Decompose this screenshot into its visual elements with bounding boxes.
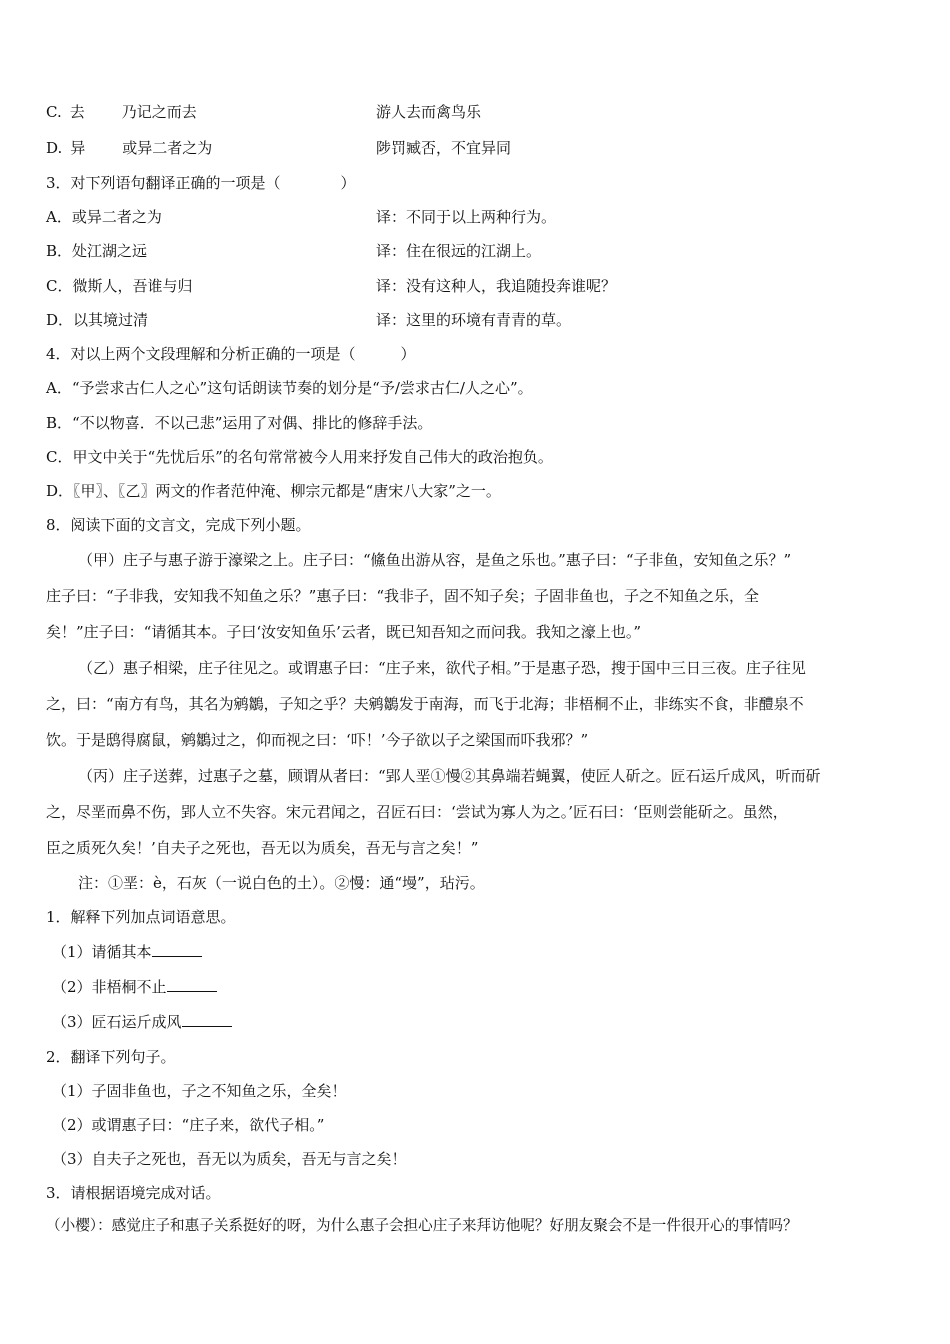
- q3-option-d-trans: 译：这里的环境有青青的草。: [376, 311, 572, 329]
- sub2-item-3: （3）自夫子之死也，吾无以为质矣，吾无与言之矣！: [52, 1150, 407, 1168]
- sub2-stem: 2．翻译下列句子。: [46, 1048, 176, 1066]
- q2-option-d-right: 陟罚臧否，不宜异同: [376, 139, 512, 157]
- sub1-item-3: （3）匠石运斤成风: [52, 1012, 232, 1032]
- passage-bing-line2: 之，尽垩而鼻不伤，郢人立不失容。宋元君闻之，召匠石曰：‘尝试为寡人为之。’匠石曰：‘臣则尝能斫之。虽然，: [46, 803, 788, 821]
- passage-yi-line2: 之，曰：“南方有鸟，其名为鹓鶵，子知之乎？夫鹓鶵发于南海，而飞于北海；非梧桐不止，非练实不食，非醴泉不: [46, 695, 804, 713]
- sub1-item-2: （2）非梧桐不止: [52, 977, 217, 997]
- sub3-stem: 3．请根据语境完成对话。: [46, 1184, 221, 1202]
- q3-option-b: B．处江湖之远: [46, 242, 148, 260]
- q4-option-c: C．甲文中关于“先忧后乐”的名句常常被今人用来抒发自己伟大的政治抱负。: [46, 448, 553, 466]
- sub2-item-1: （1）子固非鱼也，子之不知鱼之乐，全矣！: [52, 1082, 347, 1100]
- sub3-dialog: （小樱）：感觉庄子和惠子关系挺好的呀，为什么惠子会担心庄子来拜访他呢？好朋友聚会不是一件很开心的事情吗？: [46, 1217, 798, 1234]
- q8-stem: 8．阅读下面的文言文，完成下列小题。: [46, 516, 311, 534]
- passage-bing-line3: 臣之质死久矣！’自夫子之死也，吾无以为质矣，吾无与言之矣！”: [46, 839, 479, 857]
- passage-bing-line1: （丙）庄子送葬，过惠子之墓，顾谓从者曰：“郢人垩①慢②其鼻端若蝇翼，使匠人斫之。匠石运斤成风，听而斫: [78, 767, 821, 785]
- q3-option-b-trans: 译：住在很远的江湖上。: [376, 242, 542, 260]
- passage-jia-line1: （甲）庄子与惠子游于濠梁之上。庄子曰：“鯈鱼出游从容，是鱼之乐也。”惠子曰：“子非鱼，安知鱼之乐？”: [78, 551, 792, 569]
- q4-option-b: B．“不以物喜．不以己悲”运用了对偶、排比的修辞手法。: [46, 414, 433, 432]
- sub1-stem: 1．解释下列加点词语意思。: [46, 908, 236, 926]
- passage-yi-line3: 饮。于是鸱得腐鼠，鹓鶵过之，仰而视之曰：‘吓！’今子欲以子之梁国而吓我邪？”: [46, 731, 589, 749]
- answer-blank[interactable]: [182, 1012, 232, 1027]
- q2-option-c: C. 去 乃记之而去: [46, 103, 197, 121]
- q3-option-c: C．微斯人，吾谁与归: [46, 277, 193, 295]
- answer-blank[interactable]: [167, 977, 217, 992]
- q3-stem: 3．对下列语句翻译正确的一项是（ ）: [46, 174, 356, 192]
- q4-option-a: A．“予尝求古仁人之心”这句话朗读节奏的划分是“予/尝求古仁/人之心”。: [46, 379, 533, 397]
- passage-yi-line1: （乙）惠子相梁，庄子往见之。或谓惠子曰：“庄子来，欲代子相。”于是惠子恐，搜于国中三日三夜。庄子往见: [78, 659, 806, 677]
- q4-option-d: D．〖甲〗、〖乙〗两文的作者范仲淹、柳宗元都是“唐宋八大家”之一。: [46, 482, 501, 500]
- sub1-item-1: （1）请循其本: [52, 942, 202, 962]
- q2-option-d: D. 异 或异二者之为: [46, 139, 213, 157]
- passage-note: 注：①垩：è，石灰（一说白色的土）。②慢：通“墁”，玷污。: [78, 874, 485, 892]
- q3-option-a-trans: 译：不同于以上两种行为。: [376, 208, 557, 226]
- q4-stem: 4．对以上两个文段理解和分析正确的一项是（ ）: [46, 345, 416, 363]
- q3-option-c-trans: 译：没有这种人，我追随投奔谁呢？: [376, 277, 617, 295]
- answer-blank[interactable]: [152, 942, 202, 957]
- q3-option-d: D．以其境过清: [46, 311, 149, 329]
- passage-jia-line3: 矣！”庄子曰：“请循其本。子曰‘汝安知鱼乐’云者，既已知吾知之而问我。我知之濠上也。”: [46, 623, 642, 641]
- sub2-item-2: （2）或谓惠子曰：“庄子来，欲代子相。”: [52, 1116, 325, 1134]
- q2-option-c-right: 游人去而禽鸟乐: [376, 103, 482, 121]
- q3-option-a: A．或异二者之为: [46, 208, 162, 226]
- passage-jia-line2: 庄子曰：“子非我，安知我不知鱼之乐？”惠子曰：“我非子，固不知子矣；子固非鱼也，子之不知鱼之乐，全: [46, 587, 760, 605]
